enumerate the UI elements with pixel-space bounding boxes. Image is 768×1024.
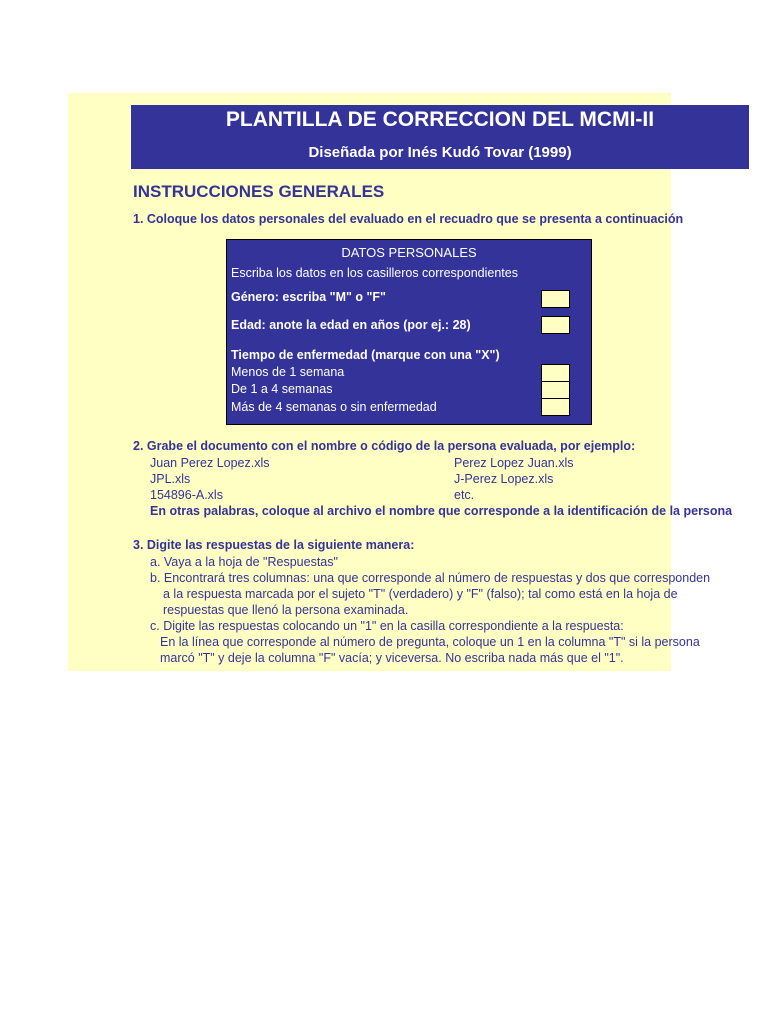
duration-option-1-cell[interactable] — [541, 364, 570, 382]
step3-c-line3: marcó "T" y deje la columna "F" vacía; y viceversa. No escriba nada más que el "1". — [160, 651, 624, 665]
example-file: Juan Perez Lopez.xls — [150, 456, 270, 470]
gender-input-cell[interactable] — [541, 290, 570, 308]
gender-label: Género: escriba "M" o "F" — [231, 290, 386, 304]
step3-a: a. Vaya a la hoja de "Respuestas" — [150, 555, 338, 569]
title-banner — [131, 105, 749, 169]
step3-c-line1: c. Digite las respuestas colocando un "1" en la casilla correspondiente a la respuesta: — [150, 619, 624, 633]
page-title: PLANTILLA DE CORRECCION DEL MCMI-II — [225, 108, 655, 131]
step3-c-line2: En la línea que corresponde al número de pregunta, coloque un 1 en la columna "T" si la persona — [160, 635, 700, 649]
duration-option-2-cell[interactable] — [541, 381, 570, 399]
age-input-cell[interactable] — [541, 316, 570, 334]
personal-data-box — [226, 239, 592, 425]
step2-intro: 2. Grabe el documento con el nombre o código de la persona evaluada, por ejemplo: — [133, 439, 636, 453]
duration-option-1: Menos de 1 semana — [231, 365, 345, 379]
personal-data-title: DATOS PERSONALES — [341, 245, 477, 260]
step3-b-line2: a la respuesta marcada por el sujeto "T" (verdadero) y "F" (falso); tal como está en la hoja de — [163, 587, 678, 601]
step3-intro: 3. Digite las respuestas de la siguiente manera: — [133, 538, 415, 552]
duration-option-2: De 1 a 4 semanas — [231, 382, 333, 396]
step1-text: 1. Coloque los datos personales del evaluado en el recuadro que se presenta a continuación — [133, 212, 684, 226]
example-file: 154896-A.xls — [150, 488, 223, 502]
personal-data-instruction: Escriba los datos en los casilleros correspondientes — [231, 266, 518, 280]
page-subtitle: Diseñada por Inés Kudó Tovar (1999) — [308, 144, 572, 161]
step3-b-line1: b. Encontrará tres columnas: una que corresponde al número de respuestas y dos que corresponden — [150, 571, 711, 585]
step2-summary: En otras palabras, coloque al archivo el nombre que corresponde a la identificación de la persona — [150, 504, 733, 518]
example-file: JPL.xls — [150, 472, 191, 486]
age-label: Edad: anote la edad en años (por ej.: 28) — [231, 318, 471, 332]
illness-duration-label: Tiempo de enfermedad (marque con una "X") — [231, 348, 500, 362]
example-file: etc. — [454, 488, 475, 502]
duration-option-3-cell[interactable] — [541, 398, 570, 416]
example-file: J-Perez Lopez.xls — [454, 472, 554, 486]
duration-option-3: Más de 4 semanas o sin enfermedad — [231, 400, 437, 414]
section-heading: INSTRUCCIONES GENERALES — [133, 182, 385, 201]
example-file: Perez Lopez Juan.xls — [454, 456, 574, 470]
step3-b-line3: respuestas que llenó la persona examinada. — [163, 603, 409, 617]
